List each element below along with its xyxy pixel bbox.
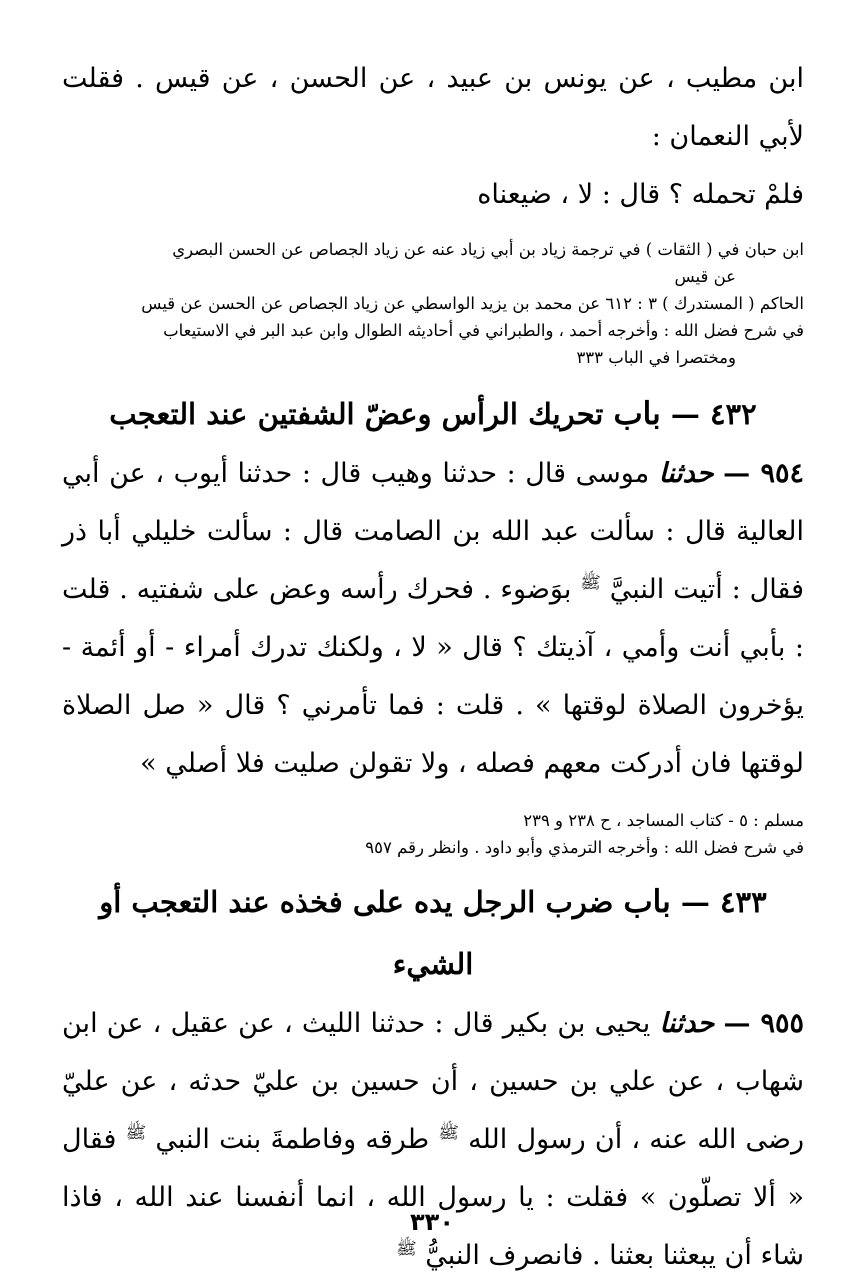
footnote-line: ومختصرا في الباب ٣٣٣ (576, 348, 736, 367)
footnote-line: عن قيس (674, 267, 736, 286)
hadith-text: موسى قال : حدثنا وهيب قال : حدثنا أيوب ، عن أبي العالية قال : سألت عبد الله بن الصامت قال : سألت خليلي أبا ذر فقال : أتيت النبيَّ (62, 458, 804, 605)
footnote-line: الحاكم ( المستدرك ) ٣ : ٦١٢ عن محمد بن يزيد الواسطي عن زياد الجصاص عن الحسن عن قيس (141, 294, 804, 313)
hadith-number: ٩٥٤ — (723, 458, 804, 489)
hadith-text: بوَضوء . فحرك رأسه وعض على شفتيه . قلت : بأبي أنت وأمي ، آذيتك ؟ قال « لا ، ولكنك تدرك أمراء - أو أئمة - يؤخرون الصلاة لوقتها » . قلت : فما تأمرني ؟ قال « صل الصلاة لوقتها فان أدركت معهم فصله ، ولا تقولن صليت فلا أصلي » (62, 574, 804, 779)
hadith-text: فقال « ألا تصلّون » فقلت : يا رسول الله ، انما أنفسنا عند الله ، فاذا شاء أن يبعثنا بعثنا . فانصرف النبيُّ (62, 1124, 804, 1271)
hadith-text: طرقه وفاطمةَ بنت النبي (155, 1124, 430, 1155)
chapter-number: ٤٣٢ — (670, 397, 757, 431)
chapter-heading-432 (62, 383, 804, 445)
chapter-bab-label: باب (623, 884, 671, 920)
chapter-number: ٤٣٣ — (680, 885, 767, 919)
top-text-line1: ابن مطيب ، عن يونس بن عبيد ، عن الحسن ، عن قيس . فقلت لأبي النعمان : (62, 63, 804, 152)
footnote-line: في شرح فضل الله : وأخرجه أحمد ، والطبراني في أحاديثه الطوال وابن عبد البر في الاستيعاب (163, 321, 804, 340)
chapter-title: ضرب الرجل يده على فخذه عند التعجب أو الشيء (99, 885, 614, 981)
hadith-number: ٩٥٥ — (723, 1008, 804, 1039)
haddathana-word: حدثنا (658, 458, 714, 489)
footnote-line: في شرح فضل الله : وأخرجه الترمذي وأبو داود . وانظر رقم ٩٥٧ (365, 838, 804, 857)
page-number: ٣٣٠ (410, 1208, 454, 1236)
haddathana-word: حدثنا (659, 1008, 715, 1039)
salla-honorific: ﷺ (125, 1123, 147, 1143)
chapter-title: تحريك الرأس وعضّ الشفتين عند التعجب (109, 397, 604, 431)
hadith-954 (62, 445, 804, 793)
footnotes-block-2 (62, 807, 804, 861)
salla-honorific: ﷺ (396, 1239, 417, 1259)
footnote-line: مسلم : ٥ - كتاب المساجد ، ح ٢٣٨ و ٢٣٩ (523, 811, 804, 830)
top-text-line2: فلمْ تحمله ؟ قال : لا ، ضيعناه (477, 179, 804, 210)
salla-honorific: ﷺ (580, 573, 601, 593)
hadith-text: يحيى بن بكير قال : حدثنا الليث ، عن عقيل ، عن ابن شهاب ، عن علي بن حسين ، أن حسين بن عليّ حدثه ، عن عليّ رضى الله عنه ، أن رسول الله (62, 1008, 805, 1155)
salla-honorific: ﷺ (438, 1123, 459, 1143)
chapter-bab-label: باب (613, 396, 661, 432)
footnotes-block-1 (62, 236, 804, 371)
footnote-line: ابن حبان في ( الثقات ) في ترجمة زياد بن أبي زياد عنه عن زياد الجصاص عن الحسن البصري (172, 240, 804, 259)
hadith-955 (62, 995, 804, 1285)
top-text (62, 50, 804, 224)
chapter-heading-433 (62, 871, 804, 995)
